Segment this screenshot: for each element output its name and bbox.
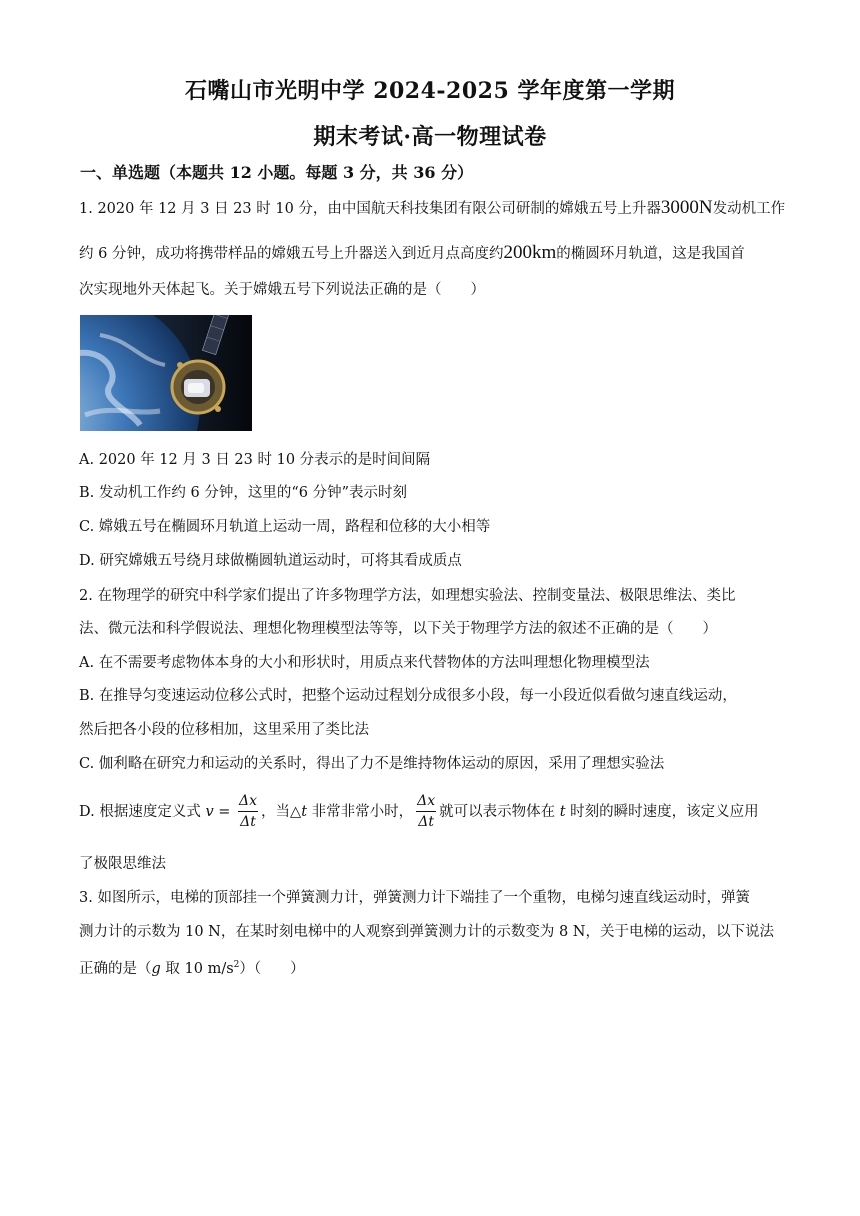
q3-text: 取 10 m/s (160, 960, 234, 977)
fraction-numerator: Δx (238, 794, 258, 812)
q3-line1: 3. 如图所示，电梯的顶部挂一个弹簧测力计，弹簧测力计下端挂了一个重物，电梯匀速直线运动时，弹簧 (79, 890, 750, 906)
exponent: 2 (233, 960, 240, 970)
fraction-denominator: Δt (418, 814, 434, 830)
time-symbol: t (559, 804, 566, 820)
q3-text: 正确的是（ (79, 960, 152, 977)
gravity-symbol: g (151, 960, 161, 977)
q1-line2 (79, 243, 745, 264)
fraction-denominator: Δt (240, 814, 256, 830)
q2-d-text: 时刻的瞬时速度，该定义应用 (565, 804, 759, 820)
fraction-numerator: Δx (416, 794, 436, 812)
q2-option-d-line2: 了极限思维法 (79, 856, 166, 872)
q3-line2: 测力计的示数为 10 N，在某时刻电梯中的人观察到弹簧测力计的示数变为 8 N，关于电梯的运动，以下说法 (79, 924, 774, 940)
q1-line3: 次实现地外天体起飞。关于嫦娥五号下列说法正确的是（ ） (79, 282, 485, 298)
q2-option-c: C. 伽利略在研究力和运动的关系时，得出了力不是维持物体运动的原因，采用了理想实验法 (79, 756, 665, 772)
q2-d-text: D. 根据速度定义式 (79, 804, 201, 820)
q2-option-b-line2: 然后把各小段的位移相加，这里采用了类比法 (79, 722, 369, 738)
exam-title: 石嘴山市光明中学 2024-2025 学年度第一学期 (185, 78, 675, 104)
velocity-fraction (238, 794, 258, 830)
q1-text: 1. 2020 年 12 月 3 日 23 时 10 分，由中国航天科技集团有限公司研制的嫦娥五号上升器 (79, 201, 661, 217)
velocity-symbol: v (205, 804, 214, 820)
velocity-fraction-2 (416, 794, 436, 830)
q2-d-text: 就可以表示物体在 (439, 804, 560, 820)
q1-line1 (79, 198, 785, 219)
time-symbol: t (301, 804, 308, 820)
equals-sign: = (213, 804, 236, 820)
q2-line2: 法、微元法和科学假说法、理想化物理模型法等等，以下关于物理学方法的叙述不正确的是（ ） (79, 621, 717, 637)
q1-option-a: A. 2020 年 12 月 3 日 23 时 10 分表示的是时间间隔 (79, 452, 431, 468)
q2-option-d-line1 (79, 793, 759, 831)
q1-option-b: B. 发动机工作约 6 分钟，这里的“6 分钟”表示时刻 (79, 485, 407, 501)
spacecraft-earth-image (80, 315, 252, 431)
q1-height-value: 200km (503, 242, 557, 263)
q2-line1: 2. 在物理学的研究中科学家们提出了许多物理学方法，如理想实验法、控制变量法、极限思维法、类比 (79, 588, 736, 604)
q2-d-text: 非常非常小时， (307, 804, 414, 820)
q1-text: 的椭圆环月轨道，这是我国首 (556, 246, 745, 262)
q1-text: 约 6 分钟，成功将携带样品的嫦娥五号上升器送入到近月点高度约 (79, 246, 504, 262)
q3-line3 (79, 955, 305, 979)
q1-text: 发动机工作 (712, 201, 786, 217)
q1-option-d: D. 研究嫦娥五号绕月球做椭圆轨道运动时，可将其看成质点 (79, 553, 462, 569)
q2-option-b-line1: B. 在推导匀变速运动位移公式时，把整个运动过程划分成很多小段，每一小段近似看做匀速直线运动， (79, 688, 737, 704)
section-heading: 一、单选题（本题共 12 小题。每题 3 分，共 36 分） (80, 163, 474, 182)
q1-option-c: C. 嫦娥五号在椭圆环月轨道上运动一周，路程和位移的大小相等 (79, 519, 491, 535)
q3-text: ）（ ） (239, 960, 305, 977)
exam-subtitle: 期末考试·高一物理试卷 (313, 124, 547, 150)
q2-option-a: A. 在不需要考虑物体本身的大小和形状时，用质点来代替物体的方法叫理想化物理模型法 (79, 655, 650, 671)
q2-d-text: ，当△ (261, 804, 302, 820)
q1-force-value: 3000N (660, 197, 713, 218)
